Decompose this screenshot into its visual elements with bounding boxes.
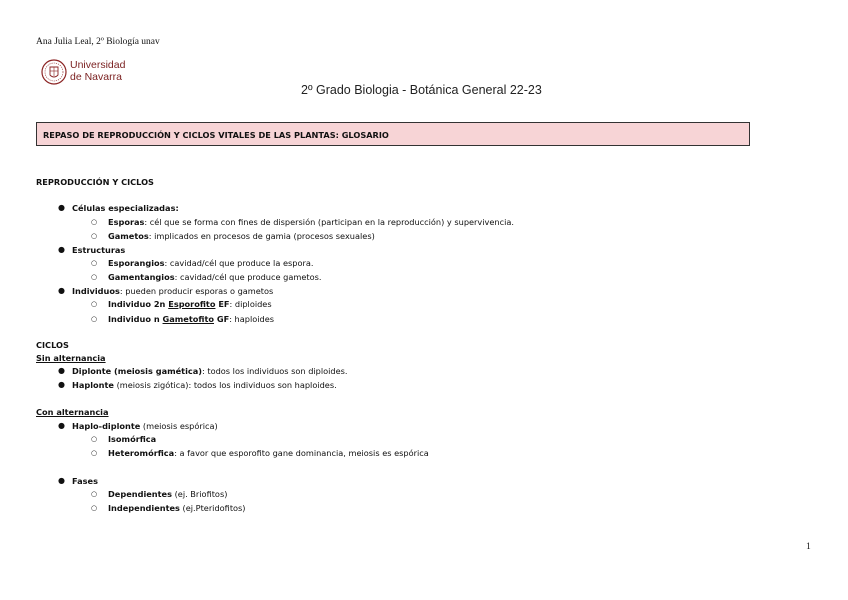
bullet-icon: ● (58, 203, 65, 212)
sub-bullet-icon: ○ (91, 259, 98, 267)
bullet-icon: ● (58, 380, 65, 389)
sub-bullet-icon: ○ (91, 449, 98, 457)
sub-bullet-icon: ○ (91, 504, 98, 512)
logo-line-2: de Navarra (70, 71, 122, 83)
list-item-haplo-diplonte (72, 421, 218, 431)
subheading-sin-alternancia: Sin alternancia (36, 353, 106, 363)
independientes-term: Independientes (108, 503, 180, 513)
list-item-estructuras (72, 245, 125, 255)
esporangios-term: Esporangios (108, 258, 165, 268)
list-item-haplonte (72, 380, 337, 390)
university-seal-icon (40, 54, 68, 94)
celulas-label: Células especializadas: (72, 203, 179, 213)
haplonte-desc: : todos los individuos son haploides. (188, 380, 337, 390)
list-item-gamentangios (108, 272, 321, 282)
gf-abbr: GF (214, 314, 230, 324)
list-item-celulas (72, 203, 179, 213)
ind2n-term: Individuo 2n (108, 299, 169, 309)
diplonte-term: Diplonte (meiosis gamética) (72, 366, 203, 376)
independientes-desc: (ej.Pteridofitos) (179, 503, 246, 513)
glossary-banner: REPASO DE REPRODUCCIÓN Y CICLOS VITALES DE LAS PLANTAS: GLOSARIO (36, 122, 750, 146)
bullet-icon: ● (58, 421, 65, 430)
sub-bullet-icon: ○ (91, 315, 98, 323)
author-line: Ana Julia Leal, 2º Biología unav (36, 37, 160, 47)
heteromorfica-term: Heteromórfica (108, 448, 175, 458)
gamentangios-term: Gamentangios (108, 272, 175, 282)
estructuras-label: Estructuras (72, 245, 126, 255)
dependientes-desc: (ej. Briofitos) (171, 489, 228, 499)
university-logo (40, 54, 150, 94)
indn-desc: : haploides (229, 314, 275, 324)
haplodiplonte-paren: (meiosis espórica) (140, 421, 218, 431)
esporas-desc: : cél que se forma con fines de dispersión (participan en la reproducción) y supervivencia. (144, 217, 515, 227)
sub-bullet-icon: ○ (91, 218, 98, 226)
indn-term: Individuo n (108, 314, 163, 324)
sub-bullet-icon: ○ (91, 232, 98, 240)
list-item-diplonte (72, 366, 348, 376)
list-item-esporas (108, 217, 514, 227)
sub-bullet-icon: ○ (91, 300, 98, 308)
ind2n-desc: : diploides (229, 299, 272, 309)
gametos-desc: : implicados en procesos de gamia (procesos sexuales) (148, 231, 375, 241)
individuos-label: Individuos (72, 286, 120, 296)
bullet-icon: ● (58, 366, 65, 375)
list-item-fases: Fases (72, 476, 98, 486)
list-item-gametos (108, 231, 375, 241)
gamentangios-desc: : cavidad/cél que produce gametos. (174, 272, 322, 282)
bullet-icon: ● (58, 286, 65, 295)
list-item-esporangios (108, 258, 313, 268)
logo-line-1: Universidad (70, 59, 126, 71)
list-item-dependientes (108, 489, 227, 499)
dependientes-term: Dependientes (108, 489, 172, 499)
list-item-individuos (72, 286, 273, 296)
list-item-independientes (108, 503, 246, 513)
list-item-isomorfica: Isomórfica (108, 434, 157, 444)
section-title-ciclos: CICLOS (36, 340, 69, 350)
esporas-term: Esporas (108, 217, 145, 227)
individuos-desc: : pueden producir esporas o gametos (119, 286, 274, 296)
haplonte-term: Haplonte (72, 380, 114, 390)
gametos-term: Gametos (108, 231, 149, 241)
diplonte-desc: : todos los individuos son diploides. (202, 366, 348, 376)
page-number: 1 (806, 542, 811, 552)
sub-bullet-icon: ○ (91, 435, 98, 443)
bullet-icon: ● (58, 476, 65, 485)
section-title-reproduccion: REPRODUCCIÓN Y CICLOS (36, 177, 154, 187)
course-title: 2º Grado Biologia - Botánica General 22-23 (301, 83, 542, 97)
heteromorfica-desc: : a favor que esporofito gane dominancia, meiosis es espórica (174, 448, 429, 458)
gametofito-term: Gametofito (162, 314, 215, 324)
haplodiplonte-term: Haplo-diplonte (72, 421, 141, 431)
sub-bullet-icon: ○ (91, 490, 98, 498)
sub-bullet-icon: ○ (91, 273, 98, 281)
haplonte-paren: (meiosis zigótica) (113, 380, 189, 390)
esporangios-desc: : cavidad/cél que produce la espora. (164, 258, 314, 268)
list-item-heteromorfica (108, 448, 429, 458)
list-item-individuo-2n (108, 299, 272, 309)
bullet-icon: ● (58, 245, 65, 254)
list-item-individuo-n (108, 314, 274, 324)
ef-abbr: EF (215, 299, 230, 309)
esporofito-term: Esporofito (168, 299, 216, 309)
subheading-con-alternancia: Con alternancia (36, 407, 109, 417)
